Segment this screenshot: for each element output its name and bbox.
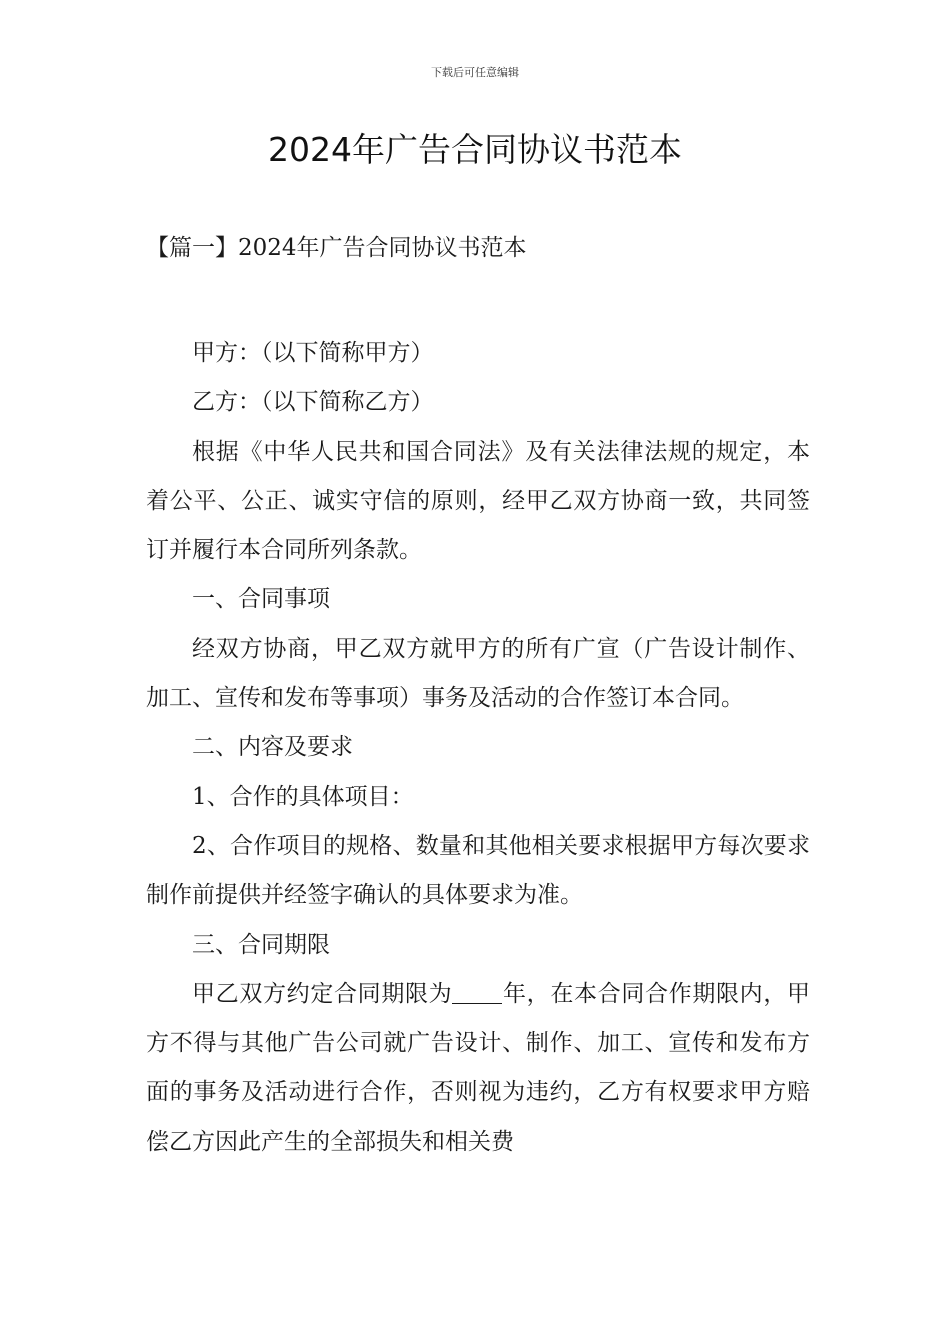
document-body xyxy=(146,329,810,1167)
clause-3-paragraph xyxy=(146,970,810,1167)
party-a-line: 甲方：（以下简称甲方） xyxy=(192,340,434,366)
clause-heading-1: 一、合同事项 xyxy=(192,586,330,613)
clause-2-item-1: 1、合作的具体项目： xyxy=(192,783,414,810)
section-heading: 【篇一】2024年广告合同协议书范本 xyxy=(146,235,527,261)
term-text-after: 年，在本合同合作期限内，甲方不得与其他广告公司就广告设计、制作、加工、宣传和发布方面的事务及活动进行合作，否则视为违约，乙方有权要求甲方赔偿乙方因此产生的全部损失和相关费 xyxy=(146,980,811,1155)
clause-heading-3: 三、合同期限 xyxy=(192,931,330,958)
party-b-line: 乙方：（以下简称乙方） xyxy=(192,389,434,416)
document-title: 2024年广告合同协议书范本 xyxy=(268,130,682,169)
term-years-blank xyxy=(452,983,502,1004)
header-note: 下载后可任意编辑 xyxy=(431,66,519,79)
clause-2-item-2: 2、合作项目的规格、数量和其他相关要求根据甲方每次要求制作前提供并经签字确认的具体要求为准。 xyxy=(146,832,810,909)
preamble-paragraph: 根据《中华人民共和国合同法》及有关法律法规的规定，本着公平、公正、诚实守信的原则，经甲乙双方协商一致，共同签订并履行本合同所列条款。 xyxy=(146,438,810,564)
clause-heading-2: 二、内容及要求 xyxy=(192,734,353,761)
term-text-before: 甲乙双方约定合同期限为 xyxy=(192,980,453,1007)
clause-1-paragraph: 经双方协商，甲乙双方就甲方的所有广宣（广告设计制作、加工、宣传和发布等事项）事务及活动的合作签订本合同。 xyxy=(146,635,810,712)
